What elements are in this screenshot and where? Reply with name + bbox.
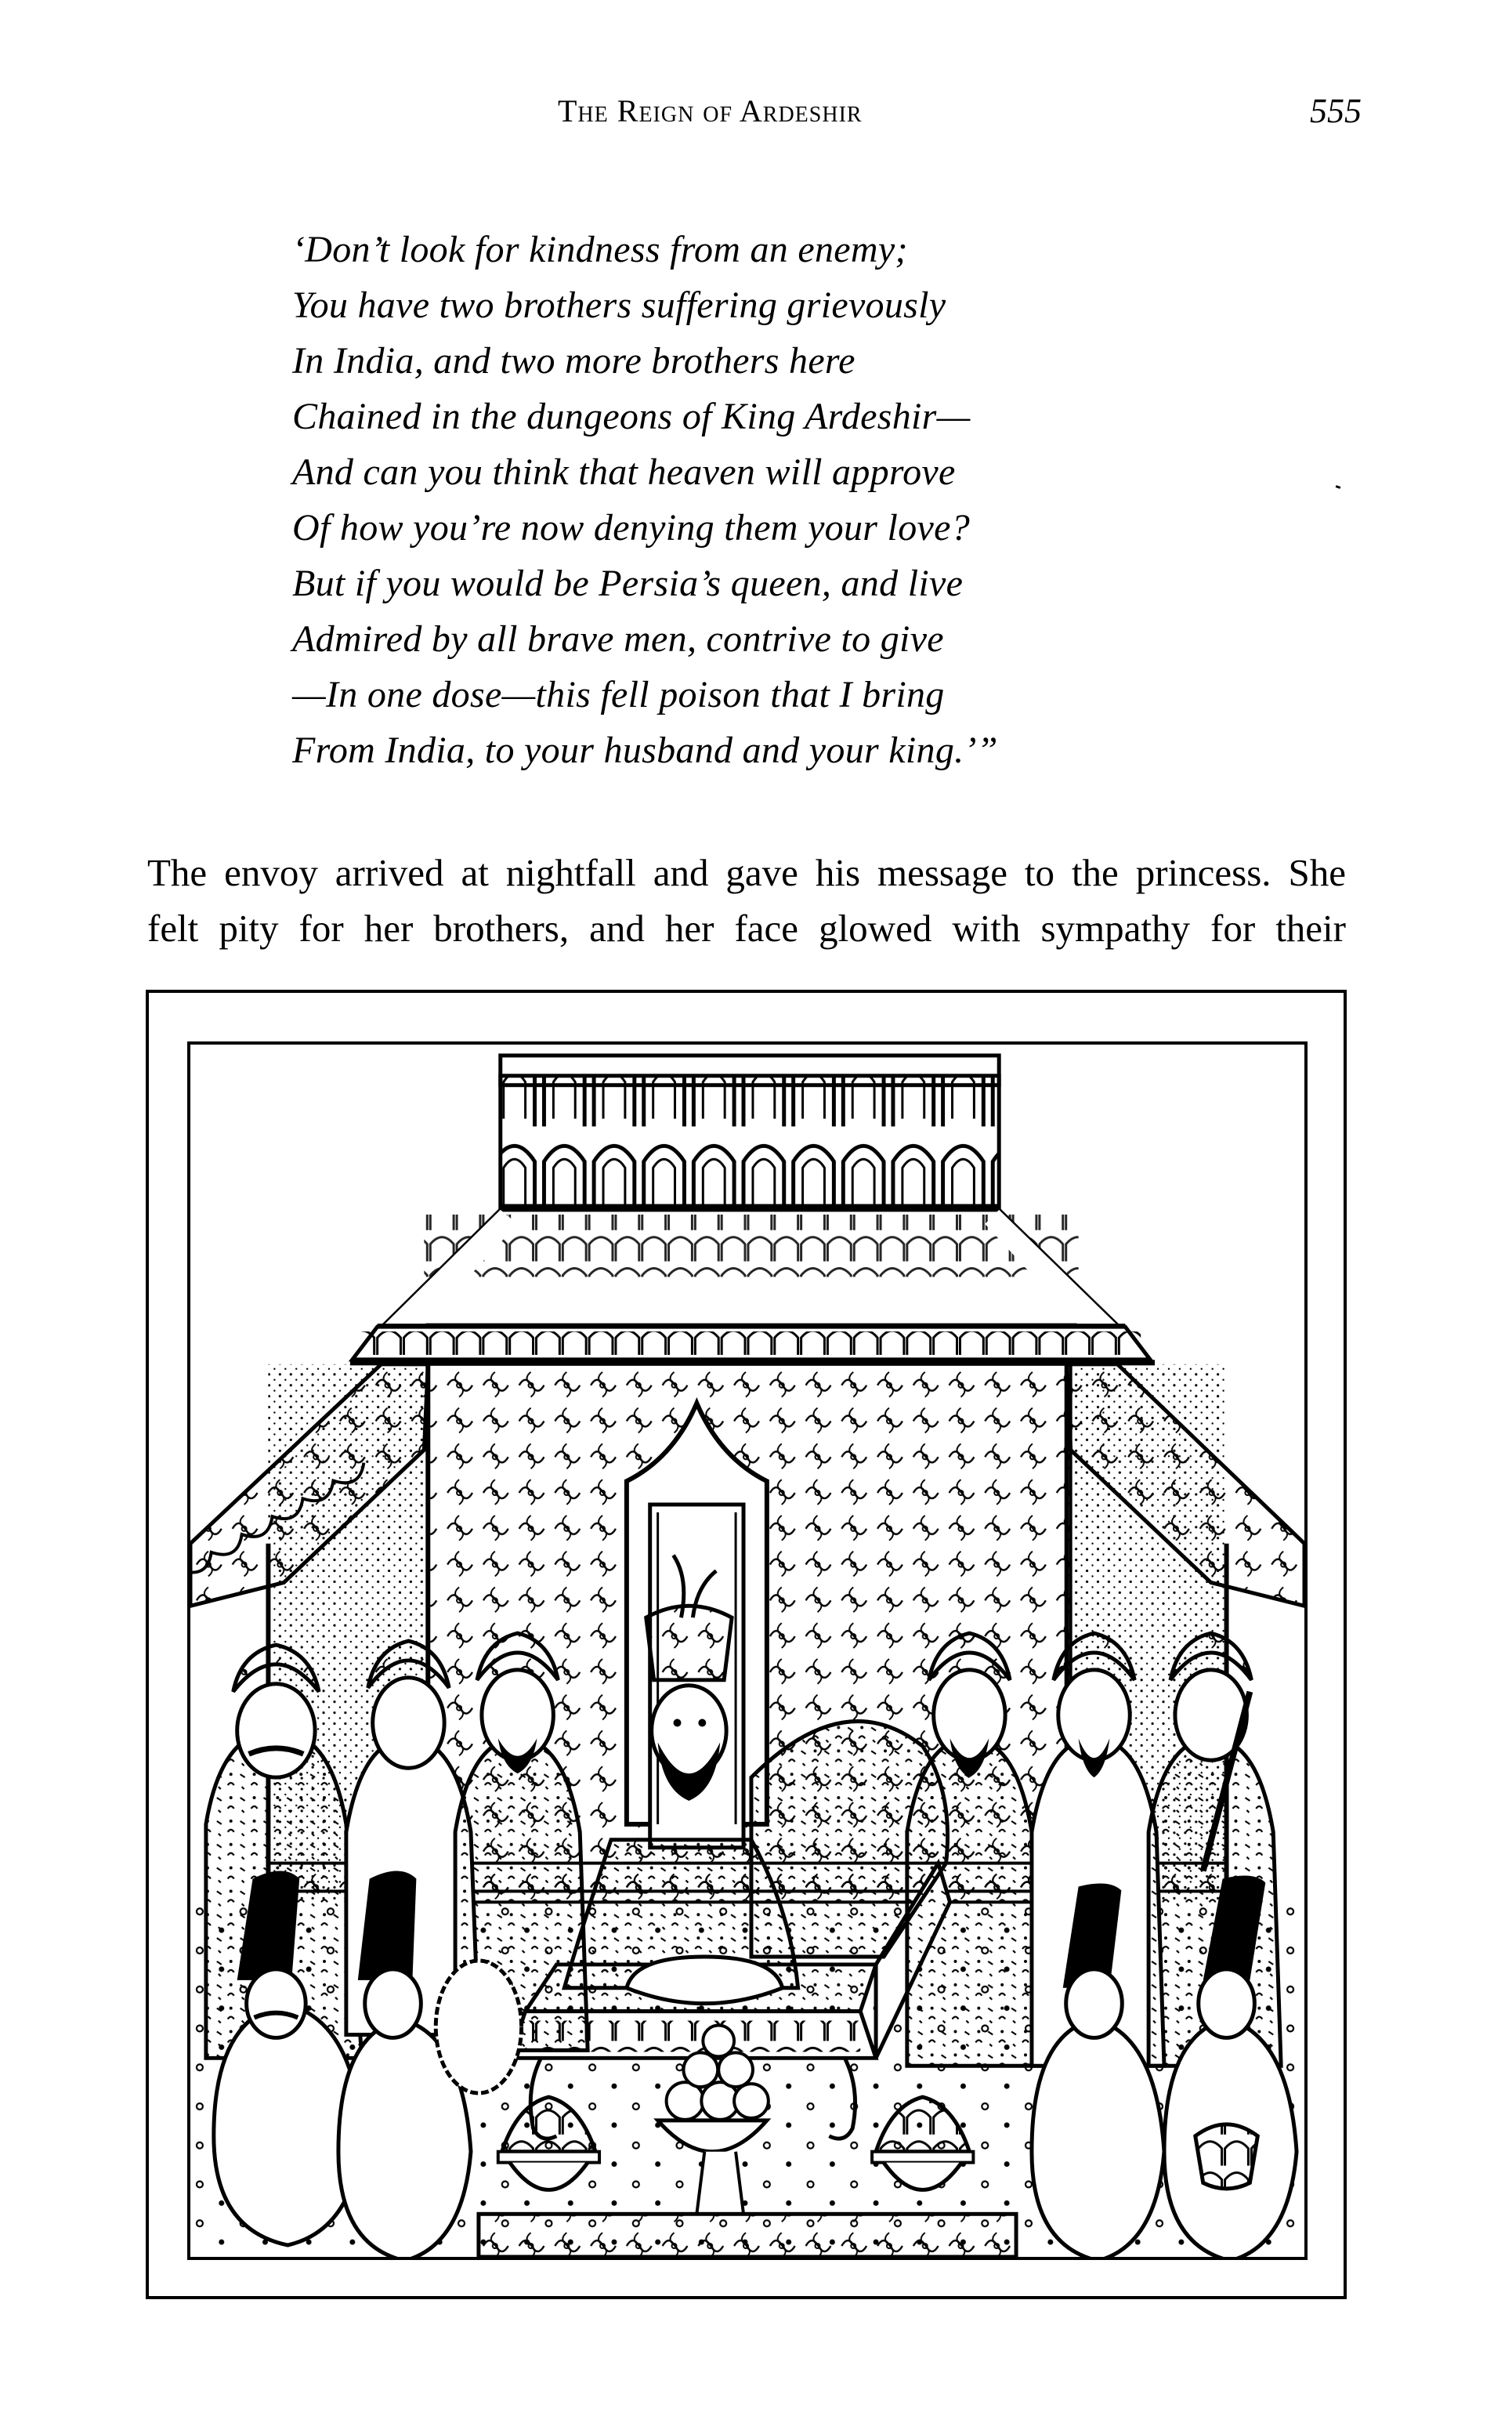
verse-line: In India, and two more brothers here — [292, 340, 855, 382]
verse-line: Chained in the dungeons of King Ardeshir— — [292, 396, 971, 437]
prose-line: felt pity for her brothers, and her face glowed with sympathy for their — [147, 907, 1346, 950]
verse-line: From India, to your husband and your king.’” — [292, 730, 998, 771]
verse-block — [292, 222, 1342, 778]
verse-line: ‘Don’t look for kindness from an enemy; — [292, 229, 908, 270]
upper-roof — [378, 1210, 1126, 1327]
pavilion-crown — [501, 1056, 999, 1208]
illustration — [187, 1041, 1308, 2260]
prose-line: The envoy arrived at nightfall and gave his message to the princess. She — [147, 851, 1346, 894]
verse-line: —In one dose—this fell poison that I bring — [292, 674, 945, 715]
verse-line: Of how you’re now denying them your love? — [292, 507, 971, 549]
running-title: The Reign of Ardeshir — [558, 93, 863, 129]
court-scene-illustration — [190, 1045, 1304, 2257]
running-header — [0, 92, 1512, 139]
prose-paragraph — [147, 845, 1346, 956]
page-number: 555 — [1310, 92, 1362, 130]
verse-line: You have two brothers suffering grievously — [292, 284, 946, 326]
lower-roof-band — [350, 1327, 1155, 1363]
illustration-frame — [146, 990, 1347, 2299]
verse-line: And can you think that heaven will approve — [292, 451, 956, 493]
verse-line: But if you would be Persia’s queen, and live — [292, 563, 964, 604]
verse-line: Admired by all brave men, contrive to give — [292, 618, 944, 660]
